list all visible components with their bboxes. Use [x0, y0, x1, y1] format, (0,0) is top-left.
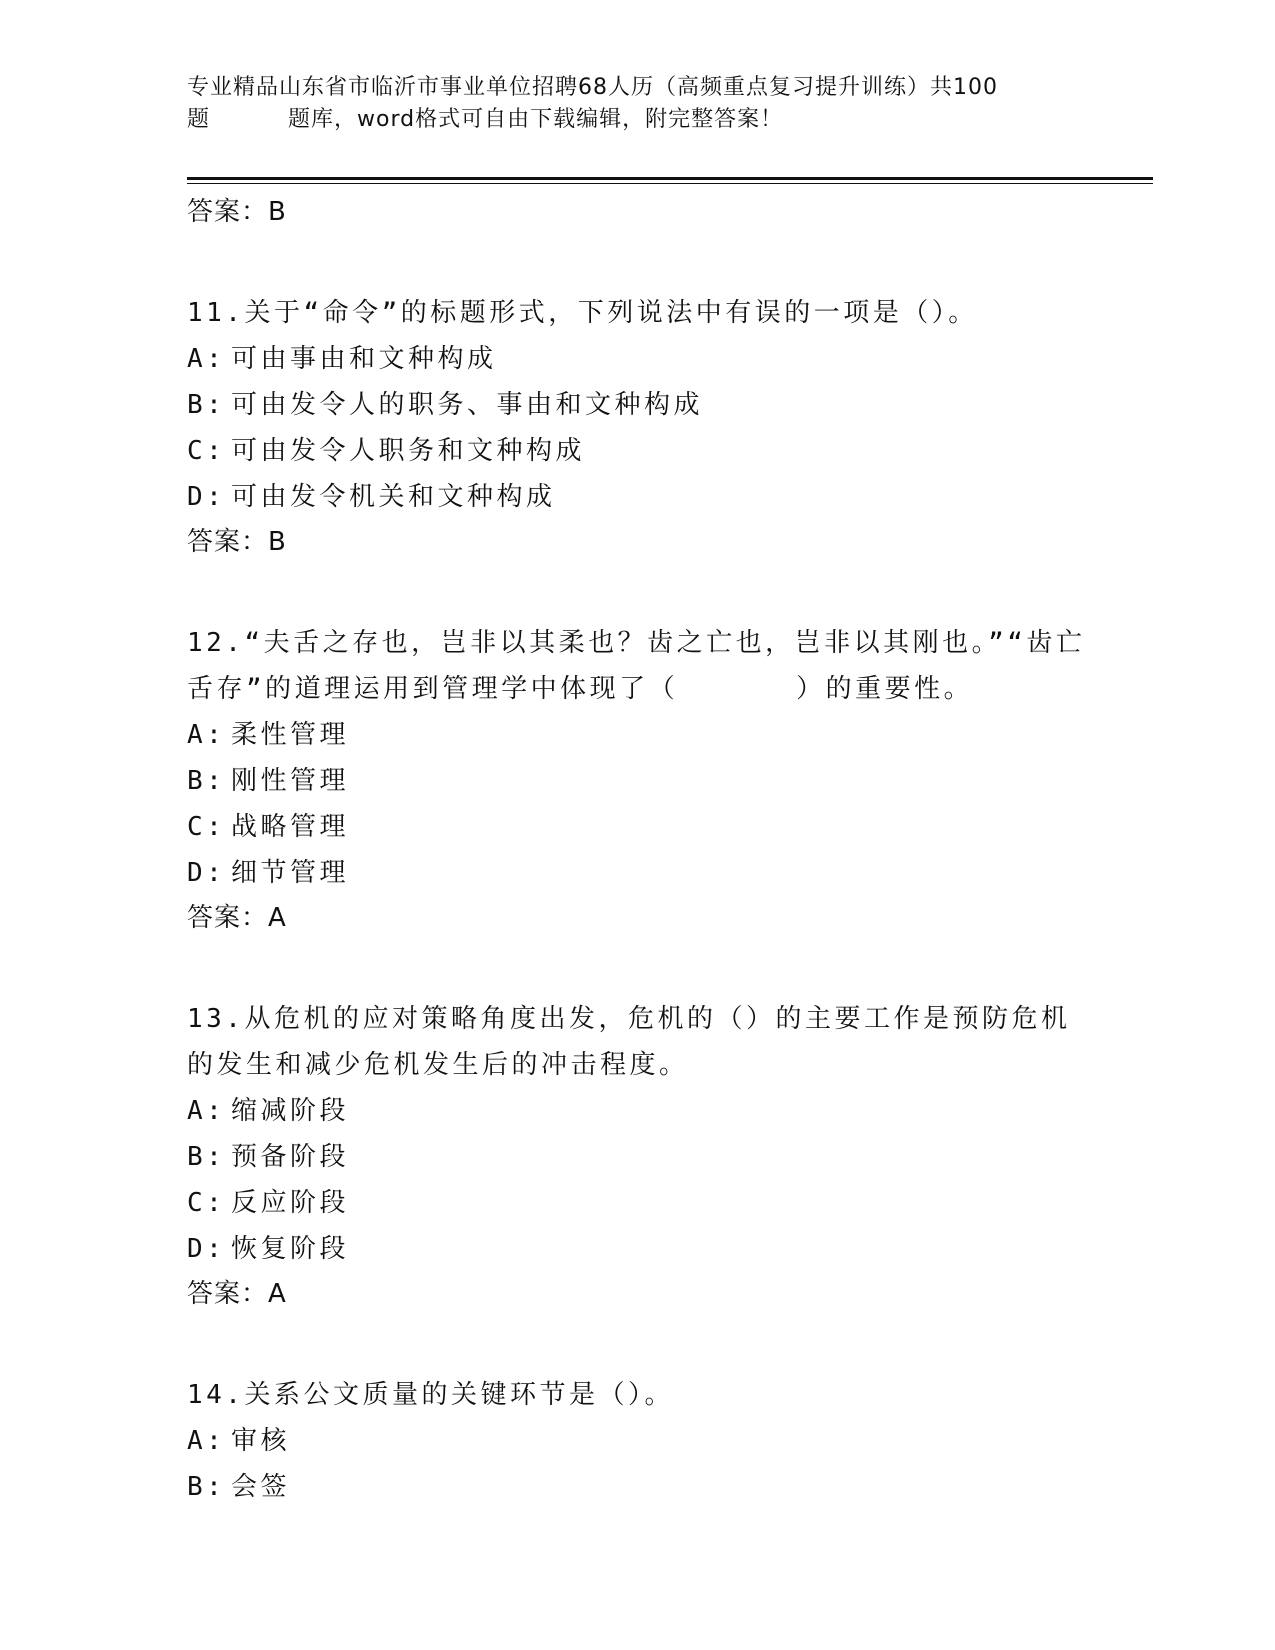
header-divider-thick: [187, 177, 1153, 180]
option-d: [187, 474, 1087, 520]
option-d: [187, 850, 1087, 896]
option-text: 战略管理: [231, 812, 350, 842]
option-label: D:: [187, 858, 226, 888]
answer: 答案：A: [187, 903, 287, 933]
option-label: C:: [187, 436, 226, 466]
option-a: [187, 712, 1087, 758]
question-text: 11.关于“命令”的标题形式，下列说法中有误的一项是（）。: [187, 298, 978, 328]
option-a: [187, 1418, 1087, 1464]
option-label: A:: [187, 720, 226, 750]
option-text: 柔性管理: [231, 720, 350, 750]
option-label: C:: [187, 812, 226, 842]
option-text: 可由发令人职务和文种构成: [231, 436, 586, 466]
option-label: B:: [187, 1472, 226, 1502]
previous-answer: 答案：B: [187, 197, 287, 227]
option-text: 反应阶段: [231, 1188, 350, 1218]
option-label: A:: [187, 1426, 226, 1456]
answer: 答案：A: [187, 1279, 287, 1309]
question-13: [187, 996, 1087, 1322]
header-title-line2-rest: 题库，word格式可自由下载编辑，附完整答案！: [288, 107, 784, 132]
question-12: [187, 620, 1087, 946]
option-text: 可由发令人的职务、事由和文种构成: [231, 390, 704, 420]
option-text: 会签: [231, 1472, 291, 1502]
header-title-line2-start: 题: [187, 107, 211, 132]
option-label: B:: [187, 1142, 226, 1172]
option-c: [187, 428, 1087, 474]
option-label: D:: [187, 482, 226, 512]
option-b: [187, 382, 1087, 428]
option-label: D:: [187, 1234, 226, 1264]
answer: 答案：B: [187, 527, 287, 557]
option-label: A:: [187, 1096, 226, 1126]
option-label: A:: [187, 344, 226, 374]
option-text: 可由发令机关和文种构成: [231, 482, 556, 512]
header-title-line2: [187, 104, 1067, 136]
option-text: 刚性管理: [231, 766, 350, 796]
header-divider-thin: [187, 183, 1153, 184]
option-d: [187, 1226, 1087, 1272]
option-c: [187, 1180, 1087, 1226]
page-header: [187, 72, 1067, 136]
option-a: [187, 1088, 1087, 1134]
option-c: [187, 804, 1087, 850]
option-text: 缩减阶段: [231, 1096, 350, 1126]
header-title-line1: 专业精品山东省市临沂市事业单位招聘68人历（高频重点复习提升训练）共100: [187, 75, 998, 100]
option-text: 恢复阶段: [231, 1234, 350, 1264]
question-14: [187, 1372, 1087, 1510]
option-b: [187, 1134, 1087, 1180]
option-text: 细节管理: [231, 858, 350, 888]
option-label: B:: [187, 390, 226, 420]
question-text: 13.从危机的应对策略角度出发，危机的（）的主要工作是预防危机的发生和减少危机发生后的冲击程度。: [187, 1004, 1071, 1080]
option-label: C:: [187, 1188, 226, 1218]
option-text: 审核: [231, 1426, 291, 1456]
question-11: [187, 290, 1087, 570]
option-label: B:: [187, 766, 226, 796]
option-b: [187, 1464, 1087, 1510]
option-b: [187, 758, 1087, 804]
question-list: [187, 190, 1087, 1510]
option-text: 可由事由和文种构成: [231, 344, 497, 374]
option-text: 预备阶段: [231, 1142, 350, 1172]
question-text: 14.关系公文质量的关键环节是（）。: [187, 1380, 674, 1410]
option-a: [187, 336, 1087, 382]
question-text: 12.“夫舌之存也，岂非以其柔也？齿之亡也，岂非以其刚也。”“齿亡舌存”的道理运用到管理学中体现了（ ）的重要性。: [187, 628, 1086, 704]
